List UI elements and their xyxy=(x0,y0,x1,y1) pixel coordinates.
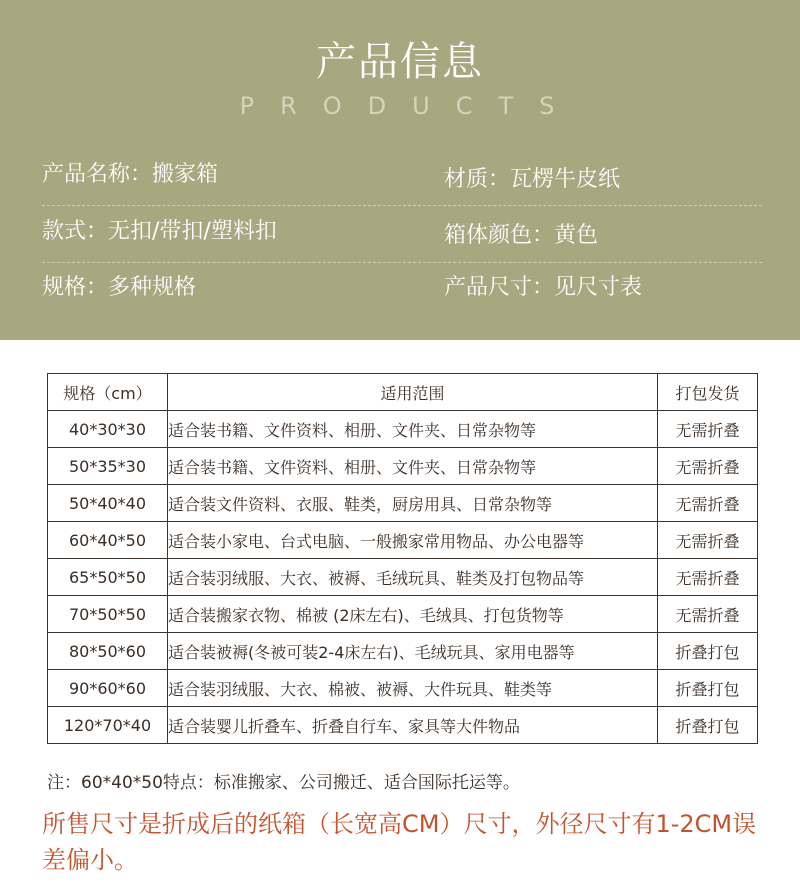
table-row xyxy=(48,670,758,707)
pack-cell: 无需折叠 xyxy=(658,411,758,448)
size-cell: 65*50*50 xyxy=(48,559,168,596)
product-name: 产品名称：搬家箱 xyxy=(42,162,219,187)
range-cell: 适合装书籍、文件资料、相册、文件夹、日常杂物等 xyxy=(168,411,658,448)
range-cell: 适合装羽绒服、大衣、棉被、被褥、大件玩具、鞋类等 xyxy=(168,670,658,707)
page-subtitle: PRODUCTS xyxy=(239,92,581,120)
info-row xyxy=(42,273,762,313)
range-cell: 适合装羽绒服、大衣、被褥、毛绒玩具、鞋类及打包物品等 xyxy=(168,559,658,596)
info-row xyxy=(42,160,762,200)
table-row xyxy=(48,633,758,670)
range-cell: 适合装搬家衣物、棉被 (2床左右)、毛绒具、打包货物等 xyxy=(168,596,658,633)
range-cell: 适合装婴儿折叠车、折叠自行车、家具等大件物品 xyxy=(168,707,658,744)
table-header-row xyxy=(48,374,758,411)
size-warning: 所售尺寸是折成后的纸箱（长宽高CM）尺寸，外径尺寸有1-2CM误差偏小。 xyxy=(42,810,757,874)
pack-cell: 折叠打包 xyxy=(658,670,758,707)
range-cell: 适合装书籍、文件资料、相册、文件夹、日常杂物等 xyxy=(168,448,658,485)
header-banner xyxy=(0,0,800,340)
range-cell: 适合装文件资料、衣服、鞋类，厨房用具、日常杂物等 xyxy=(168,485,658,522)
divider xyxy=(42,205,762,206)
table-row xyxy=(48,707,758,744)
table-row xyxy=(48,596,758,633)
size-cell: 50*40*40 xyxy=(48,485,168,522)
pack-cell: 无需折叠 xyxy=(658,448,758,485)
column-header-size: 规格（cm） xyxy=(48,374,168,411)
size-cell: 60*40*50 xyxy=(48,522,168,559)
pack-cell: 无需折叠 xyxy=(658,596,758,633)
size-cell: 90*60*60 xyxy=(48,670,168,707)
product-style: 款式：无扣/带扣/塑料扣 xyxy=(42,219,277,244)
size-cell: 70*50*50 xyxy=(48,596,168,633)
divider xyxy=(42,262,762,263)
size-cell: 120*70*40 xyxy=(48,707,168,744)
product-color: 箱体颜色：黄色 xyxy=(444,223,599,248)
product-size: 产品尺寸：见尺寸表 xyxy=(444,275,643,300)
pack-cell: 无需折叠 xyxy=(658,485,758,522)
column-header-pack: 打包发货 xyxy=(658,374,758,411)
pack-cell: 无需折叠 xyxy=(658,559,758,596)
size-table xyxy=(47,373,758,744)
table-note: 注：60*40*50特点：标准搬家、公司搬迁、适合国际托运等。 xyxy=(47,773,520,793)
column-header-range: 适用范围 xyxy=(168,374,658,411)
size-cell: 80*50*60 xyxy=(48,633,168,670)
size-cell: 50*35*30 xyxy=(48,448,168,485)
pack-cell: 折叠打包 xyxy=(658,633,758,670)
product-material: 材质：瓦楞牛皮纸 xyxy=(444,167,621,192)
info-row xyxy=(42,217,762,257)
product-spec: 规格：多种规格 xyxy=(42,275,197,300)
pack-cell: 折叠打包 xyxy=(658,707,758,744)
table-row xyxy=(48,411,758,448)
size-cell: 40*30*30 xyxy=(48,411,168,448)
table-row xyxy=(48,522,758,559)
pack-cell: 无需折叠 xyxy=(658,522,758,559)
table-row xyxy=(48,485,758,522)
table-row xyxy=(48,448,758,485)
range-cell: 适合装被褥(冬被可装2-4床左右)、毛绒玩具、家用电器等 xyxy=(168,633,658,670)
range-cell: 适合装小家电、台式电脑、一般搬家常用物品、办公电器等 xyxy=(168,522,658,559)
table-row xyxy=(48,559,758,596)
page-title: 产品信息 xyxy=(316,39,484,85)
